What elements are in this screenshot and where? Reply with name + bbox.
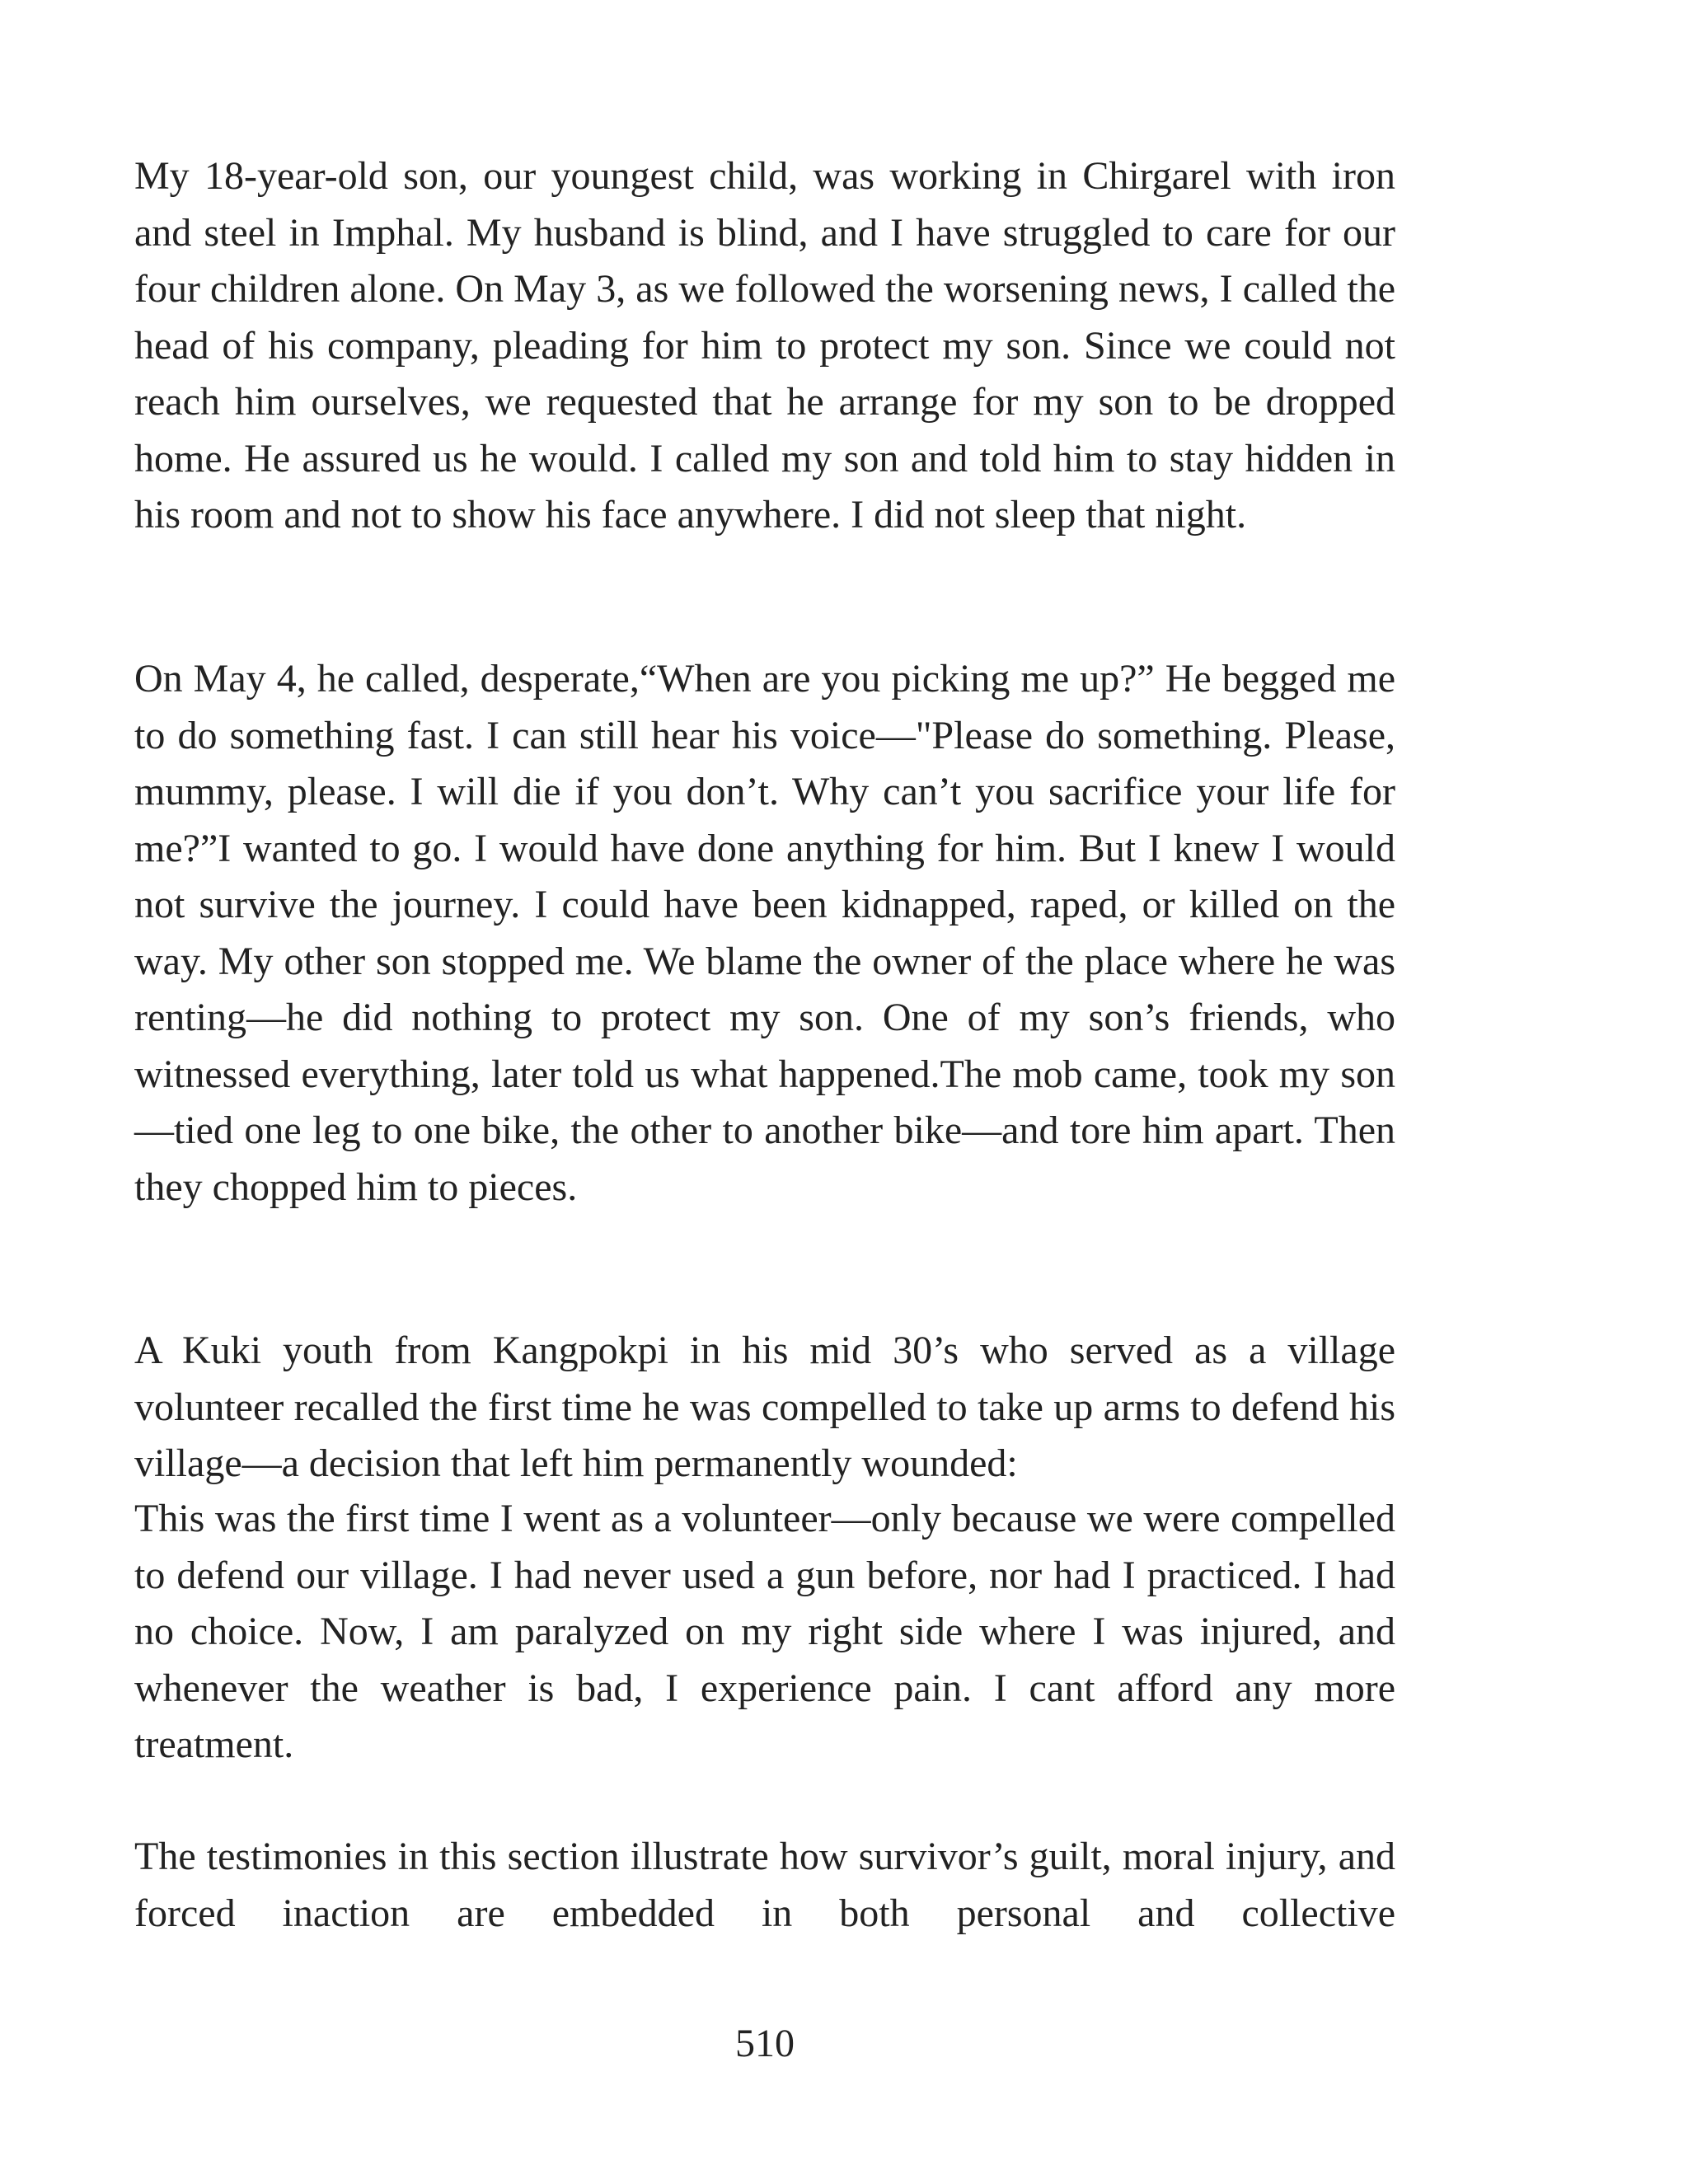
- paragraph-text: This was the first time I went as a volunteer—only because we were compelled to defend our village. I had never used a gun before, nor had I practiced. I had no choice. Now, I am paralyzed on my right side where I was injured, and whenever the weather is bad, I experience pain. I cant afford any more treatment.: [134, 1497, 1395, 1766]
- paragraph-text: My 18-year-old son, our youngest child, was working in Chirgarel with iron and steel in Imphal. My husband is blind, and I have struggled to care for our four children alone. On May 3, as we followed the worsening news, I called the head of his company, pleading for him to protect my son. Since we could not reach him ourselves, we requested that he arrange for my son to be dropped home. He assured us he would. I called my son and told him to stay hidden in his room and not to show his face anywhere. I did not sleep that night.: [134, 154, 1395, 537]
- paragraph-text: On May 4, he called, desperate,“When are you picking me up?” He begged me to do something fast. I can still hear his voice—"Please do something. Please, mummy, please. I will die if you don’t. Why can’t you sacrifice your life for me?”I wanted to go. I would have done anything for him. But I knew I would not survive the journey. I could have been kidnapped, raped, or killed on the way. My other son stopped me. We blame the owner of the place where he was renting—he did nothing to protect my son. One of my son’s friends, who witnessed everything, later told us what happened.The mob came, took my son—tied one leg to one bike, the other to another bike—and tore him apart. Then they chopped him to pieces.: [134, 657, 1395, 1209]
- page-number: 510: [735, 2022, 795, 2065]
- testimony-paragraph-may4: [134, 651, 1395, 1216]
- analysis-paragraph-testimonies: [134, 1829, 1395, 1942]
- testimony-paragraph-son: [134, 148, 1395, 544]
- paragraph-text: The testimonies in this section illustrate how survivor’s guilt, moral injury, and forced inaction are embedded in both personal and collective: [134, 1835, 1395, 1935]
- paragraph-text: A Kuki youth from Kangpokpi in his mid 30’s who served as a village volunteer recalled the first time he was compelled to take up arms to defend his village—a decision that left him permanently wounded:: [134, 1329, 1395, 1485]
- introduction-paragraph-kuki-youth: [134, 1323, 1395, 1493]
- testimony-paragraph-volunteer: [134, 1491, 1395, 1774]
